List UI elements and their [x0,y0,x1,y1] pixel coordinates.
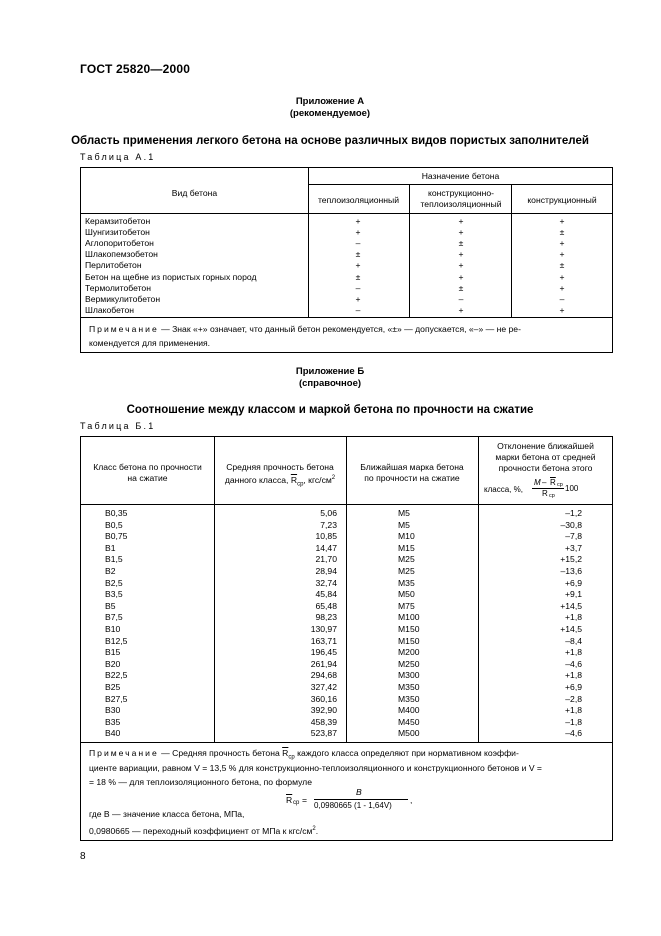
table-a1 [80,167,613,353]
row-class: В2,5 [105,577,123,588]
col-header-2: конструкционно-теплоизоляционный [420,188,502,209]
row-deviation: –8,4 [565,635,582,646]
row-deviation: –13,6 [560,566,582,576]
row-deviation: +14,5 [560,624,582,634]
table-row [81,682,613,693]
row-mean-strength: 28,94 [315,566,337,576]
row-class: В30 [105,705,121,716]
row-grade: М350 [398,693,420,704]
row-mark: + [458,216,464,226]
row-mark: ± [355,249,361,260]
appendix-b-title: Приложение Б [295,366,365,377]
table-a1-note-line1: Примечание — Знак «+» означает, что данный бетон рекомендуется, «±» — допускается, «–» — не ре- [89,324,521,334]
table-b1-note-line2: циенте вариации, равном V = 13,5 % для конструкционно-теплоизоляционного и конструкционного бетонов и V = [89,763,542,773]
row-grade: М25 [398,566,415,576]
row-class: В15 [105,647,121,658]
table-row [81,227,613,238]
row-mark: + [559,249,565,260]
row-class: В20 [105,658,121,669]
row-deviation: +1,8 [565,670,582,681]
row-grade: М25 [398,554,415,565]
row-grade: М250 [398,658,420,669]
table-row [81,601,613,612]
row-mark: + [458,227,464,238]
row-class: В5 [105,600,116,611]
row-grade: М200 [398,647,420,658]
col-deviation-header: Отклонение ближайшей марки бетона от средней прочности бетона этого [495,441,596,473]
table-row [81,294,613,305]
row-class: В0,5 [105,519,123,530]
row-grade: М15 [398,542,415,553]
row-class: В12,5 [105,635,128,646]
row-mark: + [355,260,361,271]
table-row [81,717,613,728]
row-deviation: +9,1 [565,589,582,600]
row-mean-strength: 327,42 [310,682,337,692]
col-header-1: теплоизоляционный [317,195,400,205]
row-mark: ± [355,271,361,282]
row-class: В27,5 [105,693,128,704]
row-mean-strength: 14,47 [315,542,337,553]
row-class: В0,35 [105,508,128,518]
row-deviation: +3,7 [565,542,582,553]
table-row [81,531,613,542]
col-group-header: Назначение бетона [421,171,500,181]
appendix-a-title: Приложение А [295,96,365,107]
row-mean-strength: 294,68 [310,670,337,681]
table-b1-label: Таблица Б.1 [80,421,156,431]
table-row [81,272,613,283]
row-grade: М75 [398,600,415,611]
col-kind-header: Вид бетона [171,188,218,198]
row-mark: + [355,293,361,304]
row-grade: М400 [398,705,420,716]
appendix-a-subtitle: (рекомендуемое) [289,108,371,119]
row-mean-strength: 261,94 [310,658,337,669]
row-grade: М150 [398,635,420,646]
row-mark: + [559,238,565,249]
table-row [81,589,613,600]
col-grade-header: Ближайшая марка бетона по прочности на сжатие [360,462,464,483]
row-grade: М100 [398,612,420,623]
row-mean-strength: 10,85 [315,531,337,542]
row-deviation: +6,9 [565,577,582,588]
row-mark: + [458,304,464,315]
row-deviation: –4,6 [565,658,582,669]
row-grade: М350 [398,682,420,692]
row-deviation: –7,8 [565,531,582,542]
table-a1-label: Таблица А.1 [80,152,156,162]
table-row [81,283,613,294]
table-row [81,520,613,531]
row-grade: М5 [398,519,410,530]
table-b1-where1: где В — значение класса бетона, МПа, [89,809,245,819]
row-deviation: –30,8 [560,519,582,530]
row-class: В0,75 [105,531,128,542]
row-mean-strength: 458,39 [310,716,337,727]
row-class: В35 [105,716,121,727]
row-mark: + [559,304,565,315]
row-deviation: –4,6 [565,728,582,739]
table-row [81,647,613,658]
table-row [81,508,613,519]
row-concrete-kind: Бетон на щебне из пористых горных пород [85,271,257,282]
row-mark: + [458,271,464,282]
row-deviation: +14,5 [560,600,582,611]
row-mark: + [355,216,361,226]
table-row [81,659,613,670]
strength-formula: $\overline{R}$ ср = B 0,0980665 (1 - 1,64V) , [286,787,413,810]
table-b1-where2: 0,0980665 — переходный коэффициент от МПа к кгс/$см^2$. [89,825,319,836]
table-row [81,624,613,635]
row-concrete-kind: Перлитобетон [85,260,142,271]
table-row [81,305,613,316]
row-grade: М450 [398,716,420,727]
row-mark: ± [559,260,565,271]
row-mark: + [559,282,565,293]
table-row [81,566,613,577]
row-mean-strength: 523,87 [310,728,337,739]
row-deviation: +1,8 [565,612,582,623]
row-mark: ± [559,227,565,238]
page-number: 8 [80,851,86,862]
row-mark: ± [458,282,464,293]
row-class: В1,5 [105,554,123,565]
row-concrete-kind: Шлакобетон [85,304,134,315]
row-mean-strength: 21,70 [315,554,337,565]
row-mean-strength: 360,16 [310,693,337,704]
row-mean-strength: 45,84 [315,589,337,600]
table-b1 [80,436,613,841]
row-deviation: –2,8 [565,693,582,704]
row-mark: + [559,216,565,226]
col-header-3: конструкционный [527,195,597,205]
table-row [81,216,613,227]
row-mean-strength: 65,48 [315,600,337,611]
row-mean-strength: 130,97 [310,624,337,634]
row-concrete-kind: Термолитобетон [85,282,151,293]
row-grade: М300 [398,670,420,681]
row-mean-strength: 392,90 [310,705,337,716]
appendix-a-heading: Область применения легкого бетона на основе различных видов пористых заполнителей [71,135,589,147]
row-mark: + [355,227,361,238]
row-mark: – [355,238,361,249]
table-row [81,694,613,705]
row-deviation: –1,2 [565,508,582,518]
row-concrete-kind: Вермикулитобетон [85,293,161,304]
row-mark: – [355,282,361,293]
row-mark: ± [458,238,464,249]
row-mark: + [458,249,464,260]
table-row [81,238,613,249]
row-grade: М5 [398,508,410,518]
row-class: В7,5 [105,612,123,623]
row-deviation: +6,9 [565,682,582,692]
row-deviation: +1,8 [565,705,582,716]
table-a1-note-line2: комендуется для применения. [89,338,211,348]
row-mark: + [458,260,464,271]
table-row [81,636,613,647]
table-row [81,705,613,716]
row-mark: + [559,271,565,282]
row-mean-strength: 7,23 [320,519,337,530]
table-row [81,554,613,565]
table-row [81,612,613,623]
row-concrete-kind: Аглопоритобетон [85,238,154,249]
table-row [81,260,613,271]
row-mean-strength: 32,74 [315,577,337,588]
row-concrete-kind: Шлакопемзобетон [85,249,158,260]
row-concrete-kind: Керамзитобетон [85,216,151,226]
row-grade: М35 [398,577,415,588]
table-row [81,578,613,589]
row-mean-strength: 163,71 [310,635,337,646]
row-class: В3,5 [105,589,123,600]
row-deviation: +15,2 [560,554,582,565]
row-grade: М150 [398,624,420,634]
row-grade: М500 [398,728,420,739]
row-concrete-kind: Шунгизитобетон [85,227,150,238]
table-b1-note-line3: = 18 % — для теплоизоляционного бетона, по формуле [89,777,312,787]
row-mean-strength: 5,06 [320,508,337,518]
appendix-b-subtitle: (справочное) [298,378,362,389]
row-grade: М10 [398,531,415,542]
table-row [81,543,613,554]
table-row [81,249,613,260]
col-mean-strength-header: Средняя прочность бетона данного класса, $\overline{R}_{ср}$, кгс/$см^2$ [224,462,336,488]
row-class: В25 [105,682,121,692]
document-header: ГОСТ 25820—2000 [80,62,191,76]
table-row [81,670,613,681]
row-deviation: –1,8 [565,716,582,727]
row-deviation: +1,8 [565,647,582,658]
row-mean-strength: 196,45 [310,647,337,658]
table-row [81,728,613,739]
row-class: В40 [105,728,121,739]
row-mark: – [458,293,464,304]
row-mark: – [355,304,361,315]
deviation-formula: класса, %, M – $\overline{R}$ ср $\overline{R}$ ср 100 [484,478,579,499]
row-mark: – [559,293,565,304]
row-grade: М50 [398,589,415,600]
row-class: В2 [105,566,116,576]
appendix-b-heading: Соотношение между классом и маркой бетона по прочности на сжатие [126,404,534,416]
row-class: В10 [105,624,121,634]
row-class: В1 [105,542,116,553]
row-mean-strength: 98,23 [315,612,337,623]
col-class-header: Класс бетона по прочности на сжатие [93,462,202,483]
table-b1-note-line1: Примечание — Средняя прочность бетона $\overline{R}_{ср}$ каждого класса определяют при нормативном коэффи- [89,748,519,761]
row-class: В22,5 [105,670,128,681]
